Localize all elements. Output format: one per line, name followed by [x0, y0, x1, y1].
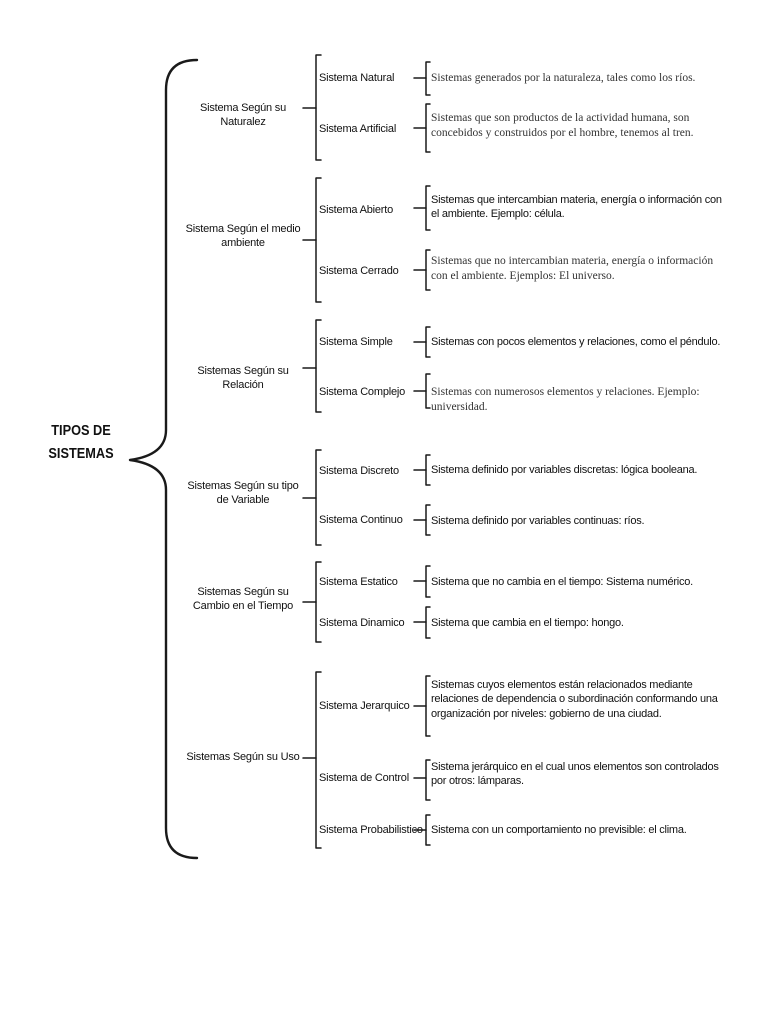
description-bracket — [426, 566, 430, 597]
description-bracket — [426, 374, 430, 408]
desc-abierto: Sistemas que intercambian materia, energía o información con el ambiente. Ejemplo: célula. — [431, 194, 722, 221]
desc-jerarquico: Sistemas cuyos elementos están relacionados mediante relaciones de dependencia o subordinación conformando una organización por niveles: gobierno de una ciudad. — [431, 679, 718, 720]
subtype-cerrado: Sistema Cerrado — [319, 265, 399, 277]
description-bracket — [426, 455, 430, 485]
category-medio-ambiente: Sistema Según el medio ambiente — [185, 223, 301, 250]
desc-control: Sistema jerárquico en el cual unos elementos son controlados por otros: lámparas. — [431, 761, 719, 788]
desc-estatico: Sistema que no cambia en el tiempo: Sistema numérico. — [431, 576, 693, 588]
subtype-natural: Sistema Natural — [319, 72, 395, 84]
category-cambio-tiempo: Sistemas Según su Cambio en el Tiempo — [192, 586, 294, 613]
description-bracket — [426, 676, 430, 736]
description-bracket — [426, 104, 430, 152]
desc-dinamico: Sistema que cambia en el tiempo: hongo. — [431, 617, 624, 629]
category-uso: Sistemas Según su Uso — [186, 751, 300, 763]
root-title: TIPOS DE SISTEMAS — [48, 422, 114, 462]
subtype-dinamico: Sistema Dinamico — [319, 617, 405, 629]
subtype-complejo: Sistema Complejo — [319, 386, 406, 398]
description-bracket — [426, 760, 430, 800]
desc-simple: Sistemas con pocos elementos y relaciones, como el péndulo. — [431, 336, 721, 348]
description-bracket — [426, 505, 430, 535]
subtype-simple: Sistema Simple — [319, 336, 393, 348]
subtype-estatico: Sistema Estatico — [319, 576, 398, 588]
category-relacion: Sistemas Según su Relación — [197, 365, 289, 392]
description-bracket — [426, 62, 430, 95]
root-brace — [130, 60, 197, 858]
subtype-abierto: Sistema Abierto — [319, 204, 394, 216]
description-bracket — [426, 186, 430, 230]
desc-artificial: Sistemas que son productos de la actividad humana, son concebidos y construidos por el hombre, tenemos al tren. — [431, 112, 694, 139]
description-bracket — [426, 815, 430, 845]
desc-probabilistico: Sistema con un comportamiento no previsible: el clima. — [431, 824, 687, 836]
category-bracket — [316, 178, 321, 302]
description-bracket — [426, 327, 430, 357]
subtype-control: Sistema de Control — [319, 772, 409, 784]
subtype-probabilistico: Sistema Probabilistico — [319, 824, 423, 836]
desc-complejo: Sistemas con numerosos elementos y relaciones. Ejemplo: universidad. — [431, 386, 700, 413]
subtype-artificial: Sistema Artificial — [319, 123, 397, 135]
category-naturaleza: Sistema Según su Naturalez — [199, 102, 287, 129]
desc-cerrado: Sistemas que no intercambian materia, energía o información con el ambiente. Ejemplos: El universo. — [431, 255, 714, 282]
subtype-discreto: Sistema Discreto — [319, 465, 399, 477]
description-bracket — [426, 607, 430, 638]
description-bracket — [426, 250, 430, 290]
category-tipo-variable: Sistemas Según su tipo de Variable — [187, 480, 299, 507]
desc-natural: Sistemas generados por la naturaleza, tales como los ríos. — [431, 72, 696, 84]
subtype-continuo: Sistema Continuo — [319, 514, 403, 526]
desc-discreto: Sistema definido por variables discretas: lógica booleana. — [431, 464, 698, 476]
desc-continuo: Sistema definido por variables continuas: ríos. — [431, 515, 645, 527]
subtype-jerarquico: Sistema Jerarquico — [319, 700, 410, 712]
